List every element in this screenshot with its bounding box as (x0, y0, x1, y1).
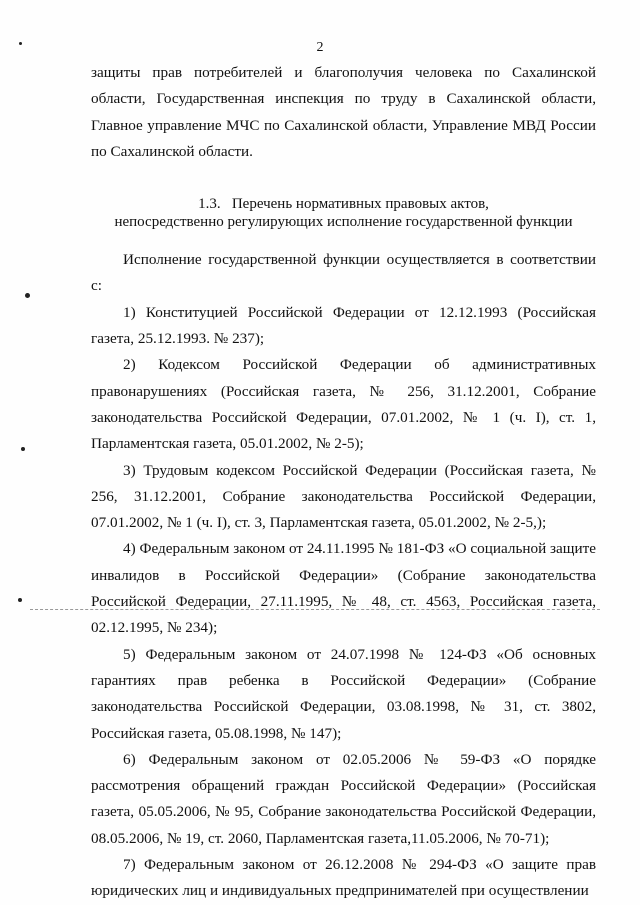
list-item: 3) Трудовым кодексом Российской Федерации (Российская газета, № 256, 31.12.2001, Собрание законодательства Российской Федерации, 07.01.2002, № 1 (ч. I), ст. 3, Парламентская газета, 05.01.2002, № 2-5,); (91, 461, 596, 532)
list-item: 2) Кодексом Российской Федерации об административных правонарушениях (Российская газета, № 256, 31.12.2001, Собрание законодательства Российской Федерации, 07.01.2002, № 1 (ч. I), ст. 1, Парламентская газета, 05.01.2002, № 2-5); (91, 356, 596, 453)
lead-paragraph: Исполнение государственной функции осуществляется в соответствии с: (91, 251, 596, 295)
section-heading (91, 195, 596, 231)
list-item: 5) Федеральным законом от 24.07.1998 № 124-ФЗ «Об основных гарантиях прав ребенка в Российской Федерации» (Собрание законодательства Российской Федерации, 03.08.1998, № 31, ст. 3802, Российская газета, 05.08.1998, № 147); (91, 645, 596, 742)
list-item: 7) Федеральным законом от 26.12.2008 № 294-ФЗ «О защите прав юридических лиц и индивидуальных предпринимателей при осуществлении (91, 856, 596, 900)
scan-speck (21, 447, 25, 451)
section-title-line1: Перечень нормативных правовых актов, (231, 196, 489, 213)
section-heading-line1 (91, 195, 596, 213)
document-body (91, 60, 596, 905)
section-title-line2: непосредственно регулирующих исполнение государственной функции (114, 214, 573, 231)
scan-speck (18, 598, 22, 602)
list-item: 4) Федеральным законом от 24.11.1995 № 181-ФЗ «О социальной защите инвалидов в Российской Федерации» (Собрание законодательства Российской Федерации, 27.11.1995, № 48, ст. 4563, Российская газета, 02.12.1995, № 234); (91, 540, 596, 637)
list-item: 1) Конституцией Российской Федерации от 12.12.1993 (Российская газета, 25.12.1993. № 237); (91, 303, 596, 348)
section-number: 1.3. (198, 196, 221, 213)
intro-paragraph: защиты прав потребителей и благополучия человека по Сахалинской области, Государственная инспекция по труду в Сахалинской области, Главное управление МЧС по Сахалинской области, Управление МВД России по Сахалинской области. (91, 64, 596, 160)
list-item: 6) Федеральным законом от 02.05.2006 № 59-ФЗ «О порядке рассмотрения обращений граждан Российской Федерации» (Российская газета, 05.05.2006, № 95, Собрание законодательства Российской Федерации, 08.05.2006, № 19, ст. 2060, Парламентская газета,11.05.2006, № 70-71); (91, 750, 596, 847)
page-number: 2 (316, 40, 324, 55)
scan-speck (25, 293, 30, 298)
